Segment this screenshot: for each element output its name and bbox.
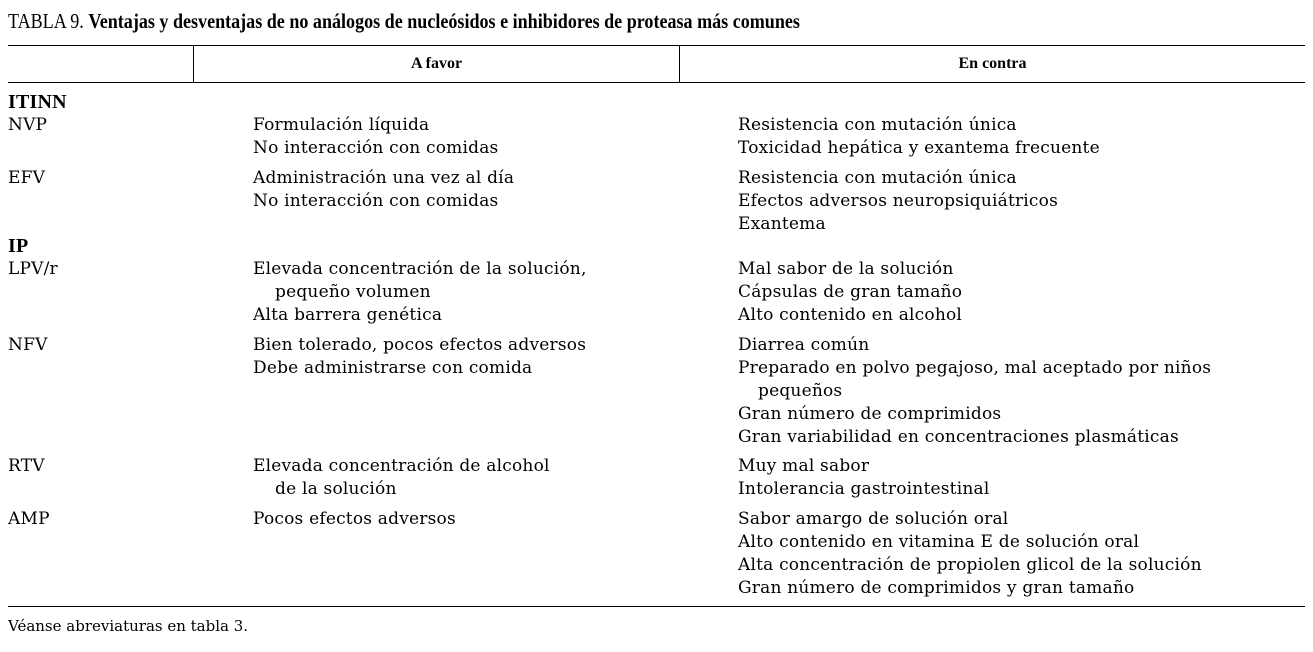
favor-item: Alta barrera genética xyxy=(253,305,443,325)
favor-item: Bien tolerado, pocos efectos adversos xyxy=(253,335,587,355)
table-title xyxy=(8,8,800,34)
contra-item: Gran número de comprimidos y gran tamaño xyxy=(738,578,1135,598)
favor-item: No interacción con comidas xyxy=(253,138,499,158)
favor-item: Formulación líquida xyxy=(253,115,430,135)
table-number: TABLA 9. xyxy=(8,9,84,33)
favor-item-continuation: pequeño volumen xyxy=(275,282,431,302)
contra-item: Alto contenido en vitamina E de solución oral xyxy=(738,532,1140,552)
contra-item: Exantema xyxy=(738,214,826,234)
contra-item: Alta concentración de propiolen glicol de la solución xyxy=(738,555,1202,575)
drug-name: NFV xyxy=(8,335,48,355)
contra-item: Gran número de comprimidos xyxy=(738,404,1002,424)
favor-item: Elevada concentración de alcohol xyxy=(253,456,550,476)
contra-item: Intolerancia gastrointestinal xyxy=(738,479,990,499)
favor-item: Elevada concentración de la solución, xyxy=(253,259,587,279)
table-caption: Ventajas y desventajas de no análogos de nucleósidos e inhibidores de proteasa más comunes xyxy=(88,9,800,33)
contra-item: Diarrea común xyxy=(738,335,870,355)
contra-item: Alto contenido en alcohol xyxy=(738,305,963,325)
section-heading: ITINN xyxy=(8,91,67,113)
contra-item: Muy mal sabor xyxy=(738,456,870,476)
section-heading: IP xyxy=(8,235,29,257)
contra-item: Sabor amargo de solución oral xyxy=(738,509,1009,529)
top-rule xyxy=(8,45,1305,46)
favor-item: Administración una vez al día xyxy=(253,168,515,188)
contra-item: Efectos adversos neuropsiquiátricos xyxy=(738,191,1059,211)
drug-name: AMP xyxy=(8,509,50,529)
contra-item: Cápsulas de gran tamaño xyxy=(738,282,963,302)
header-a-favor: A favor xyxy=(410,55,463,72)
contra-item: Resistencia con mutación única xyxy=(738,168,1017,188)
contra-item-continuation: pequeños xyxy=(758,381,843,401)
contra-item: Gran variabilidad en concentraciones plasmáticas xyxy=(738,427,1179,447)
contra-item: Preparado en polvo pegajoso, mal aceptado por niños xyxy=(738,358,1212,378)
footnote: Véanse abreviaturas en tabla 3. xyxy=(8,617,249,635)
drug-name: EFV xyxy=(8,168,46,188)
drug-name: LPV/r xyxy=(8,259,58,279)
header-rule xyxy=(8,82,1305,83)
header-en-contra: En contra xyxy=(958,55,1027,72)
drug-name: NVP xyxy=(8,115,48,135)
contra-item: Resistencia con mutación única xyxy=(738,115,1017,135)
contra-item: Toxicidad hepática y exantema frecuente xyxy=(738,138,1100,158)
drug-name: RTV xyxy=(8,456,45,476)
contra-item: Mal sabor de la solución xyxy=(738,259,954,279)
favor-item: No interacción con comidas xyxy=(253,191,499,211)
bottom-rule xyxy=(8,606,1305,607)
favor-item: Pocos efectos adversos xyxy=(253,509,456,529)
favor-item: Debe administrarse con comida xyxy=(253,358,533,378)
favor-item-continuation: de la solución xyxy=(275,479,397,499)
